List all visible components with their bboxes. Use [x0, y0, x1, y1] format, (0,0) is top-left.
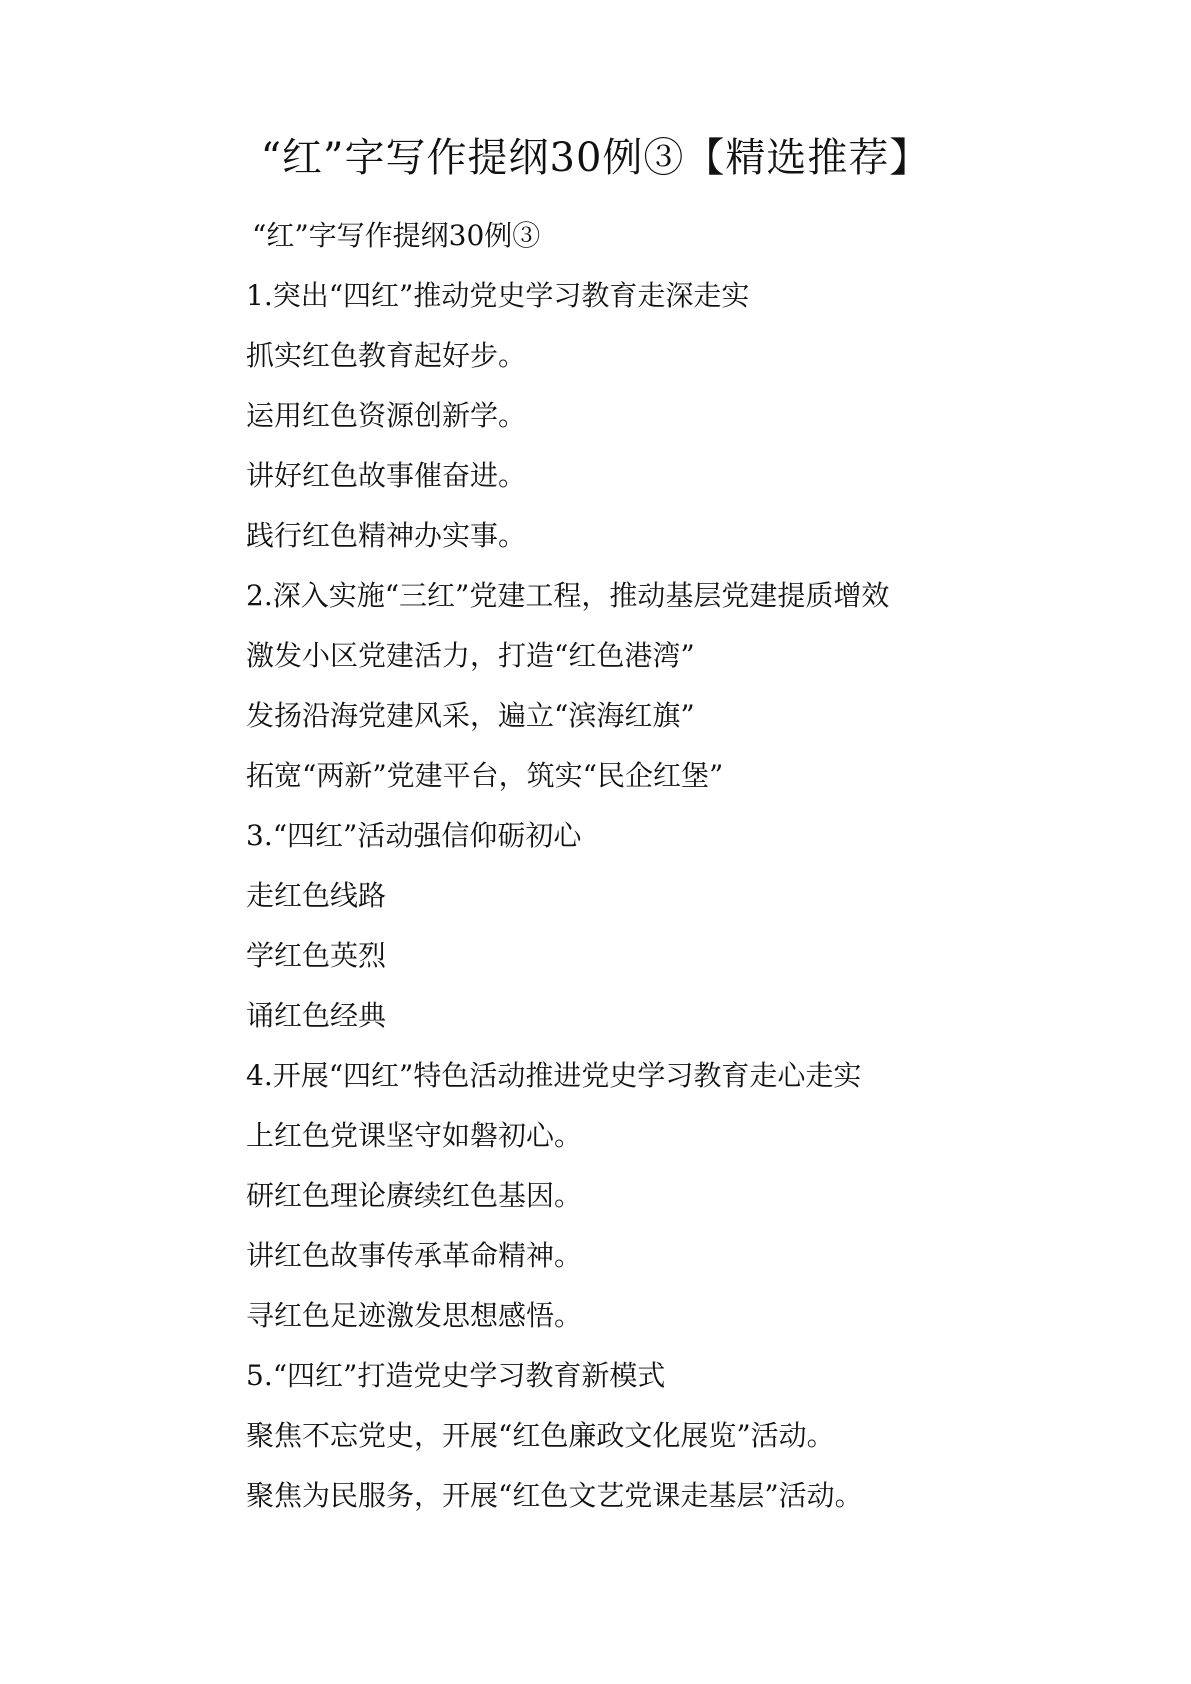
- body-line: 走红色线路: [246, 879, 387, 912]
- section-heading: 5.“四红”打造党史学习教育新模式: [246, 1359, 666, 1392]
- body-line: 聚焦为民服务，开展“红色文艺党课走基层”活动。: [246, 1479, 863, 1512]
- section-heading: 2.深入实施“三红”党建工程，推动基层党建提质增效: [246, 579, 890, 612]
- document-body: [246, 206, 1126, 1526]
- body-line: 学红色英烈: [246, 939, 387, 972]
- body-line: 拓宽“两新”党建平台，筑实“民企红堡”: [246, 759, 724, 792]
- body-line: 抓实红色教育起好步。: [246, 339, 527, 372]
- body-line: 讲好红色故事催奋进。: [246, 459, 527, 492]
- body-line: 寻红色足迹激发思想感悟。: [246, 1299, 583, 1332]
- body-line: 研红色理论赓续红色基因。: [246, 1179, 583, 1212]
- section-heading: 4.开展“四红”特色活动推进党史学习教育走心走实: [246, 1059, 862, 1092]
- section-heading: 3.“四红”活动强信仰砺初心: [246, 819, 582, 852]
- body-line: 讲红色故事传承革命精神。: [246, 1239, 583, 1272]
- body-line: 践行红色精神办实事。: [246, 519, 527, 552]
- body-line: 上红色党课坚守如磐初心。: [246, 1119, 583, 1152]
- body-line: 聚焦不忘党史，开展“红色廉政文化展览”活动。: [246, 1419, 835, 1452]
- body-line: 运用红色资源创新学。: [246, 399, 527, 432]
- section-heading: 1.突出“四红”推动党史学习教育走深走实: [246, 279, 750, 312]
- document-title: “红”字写作提纲30例③【精选推荐】: [260, 135, 931, 181]
- body-line: 诵红色经典: [246, 999, 387, 1032]
- body-line: 激发小区党建活力，打造“红色港湾”: [246, 639, 695, 672]
- body-line: 发扬沿海党建风采，遍立“滨海红旗”: [246, 699, 695, 732]
- document-subtitle: “红”字写作提纲30例③: [252, 219, 541, 252]
